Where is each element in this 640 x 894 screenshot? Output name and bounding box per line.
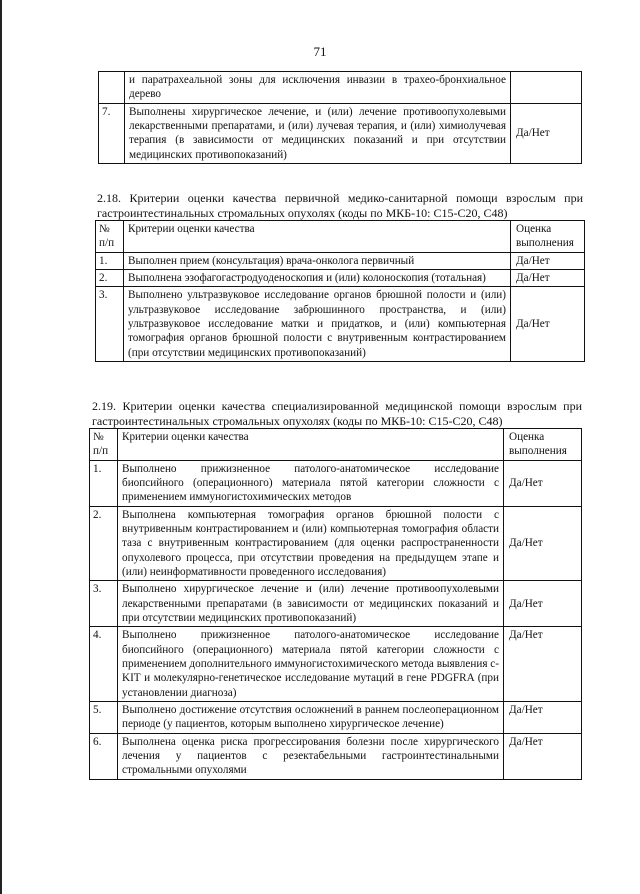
scan-edge [0,0,2,894]
table-row [90,733,582,779]
row-number [99,72,125,104]
row-number: 7. [99,103,125,163]
criterion-text: Выполнено ультразвуковое исследование органов брюшной полости и (или) ультразвуковое исследование забрюшинного пространства, и (или) ультразвуковое исследование матки и придатков, и (или) компьютерная томография органов брюшной полости с внутривенным контрастированием (при отсутствии медицинских противопоказаний) [124,287,511,362]
result-cell: Да/Нет [511,103,582,163]
row-number: 1. [96,252,124,269]
row-number: 2. [90,506,118,581]
result-cell: Да/Нет [511,269,585,286]
criteria-table-2-19 [89,428,582,780]
section-heading-2-19: 2.19. Критерии оценки качества специализированной медицинской помощи взрослым при гастроинтестинальных стромальных опухолях (коды по МКБ-10: C15-C20, C48) [92,399,582,428]
column-header-criterion: Критерии оценки качества [118,429,504,461]
result-cell [511,72,582,104]
table-row [96,252,585,269]
table-row [96,287,585,362]
criterion-text: Выполнено достижение отсутствия осложнений в раннем послеоперационном периоде (у пациентов, которым выполнено хирургическое лечение) [118,701,504,733]
column-header-number: № п/п [90,429,118,461]
criteria-table-continued [98,71,582,164]
criterion-text: Выполнена эзофагогастродуоденоскопия и (или) колоноскопия (тотальная) [124,269,511,286]
row-number: 6. [90,733,118,779]
row-number: 3. [96,287,124,362]
result-cell: Да/Нет [511,287,585,362]
criterion-text: Выполнено прижизненное патолого-анатомическое исследование биопсийного (операционного) материала пятой категории сложности с применением иммуногистохимических методов [118,460,504,506]
criterion-text: Выполнена оценка риска прогрессирования болезни после хирургического лечения у пациентов с резектабельными гастроинтестинальными стромальными опухолями [118,733,504,779]
table-row [90,460,582,506]
result-cell: Да/Нет [504,506,582,581]
column-header-criterion: Критерии оценки качества [124,221,511,253]
row-number: 3. [90,581,118,627]
criterion-text: Выполнена компьютерная томография органов брюшной полости с внутривенным контрастированием и (или) компьютерная томография области таза с внутривенным контрастированием (для оценки распространенности опухолевого процесса, при отсутствии проведения на предыдущем этапе и (или) неинформативности проведенного исследования) [118,506,504,581]
row-number: 2. [96,269,124,286]
criterion-text: Выполнено хирургическое лечение и (или) лечение противоопухолевыми лекарственными препаратами (в зависимости от медицинских показаний и при отсутствии медицинских противопоказаний) [118,581,504,627]
result-cell: Да/Нет [504,733,582,779]
criterion-text: и паратрахеальной зоны для исключения инвазии в трахео-бронхиальное дерево [125,72,511,104]
table-row [90,581,582,627]
table-row [90,627,582,702]
table-row [96,269,585,286]
result-cell: Да/Нет [504,701,582,733]
result-cell: Да/Нет [504,460,582,506]
result-cell: Да/Нет [504,581,582,627]
criteria-table-2-18 [95,220,585,362]
column-header-result: Оценка выполнения [511,221,585,253]
row-number: 1. [90,460,118,506]
table-header-row [90,429,582,461]
table-row [99,103,582,163]
row-number: 4. [90,627,118,702]
result-cell: Да/Нет [511,252,585,269]
row-number: 5. [90,701,118,733]
criterion-text: Выполнено прижизненное патолого-анатомическое исследование биопсийного (операционного) материала пятой категории сложности с применением дополнительного иммуногистохимического метода выявления c-KIT и молекулярно-генетическое исследование мутаций в гене PDGFRA (при установлении диагноза) [118,627,504,702]
table-row [99,72,582,104]
column-header-number: № п/п [96,221,124,253]
table-row [90,506,582,581]
section-heading-2-18: 2.18. Критерии оценки качества первичной медико-санитарной помощи взрослым при гастроинтестинальных стромальных опухолях (коды по МКБ-10: C15-C20, C48) [97,191,583,220]
table-header-row [96,221,585,253]
page-number: 71 [313,44,327,59]
criterion-text: Выполнены хирургическое лечение, и (или) лечение противоопухолевыми лекарственными препаратами, и (или) лучевая терапия, и (или) химиолучевая терапия (в зависимости от медицинских показаний и при отсутствии медицинских противопоказаний) [125,103,511,163]
table-row [90,701,582,733]
result-cell: Да/Нет [504,627,582,702]
column-header-result: Оценка выполнения [504,429,582,461]
criterion-text: Выполнен прием (консультация) врача-онколога первичный [124,252,511,269]
